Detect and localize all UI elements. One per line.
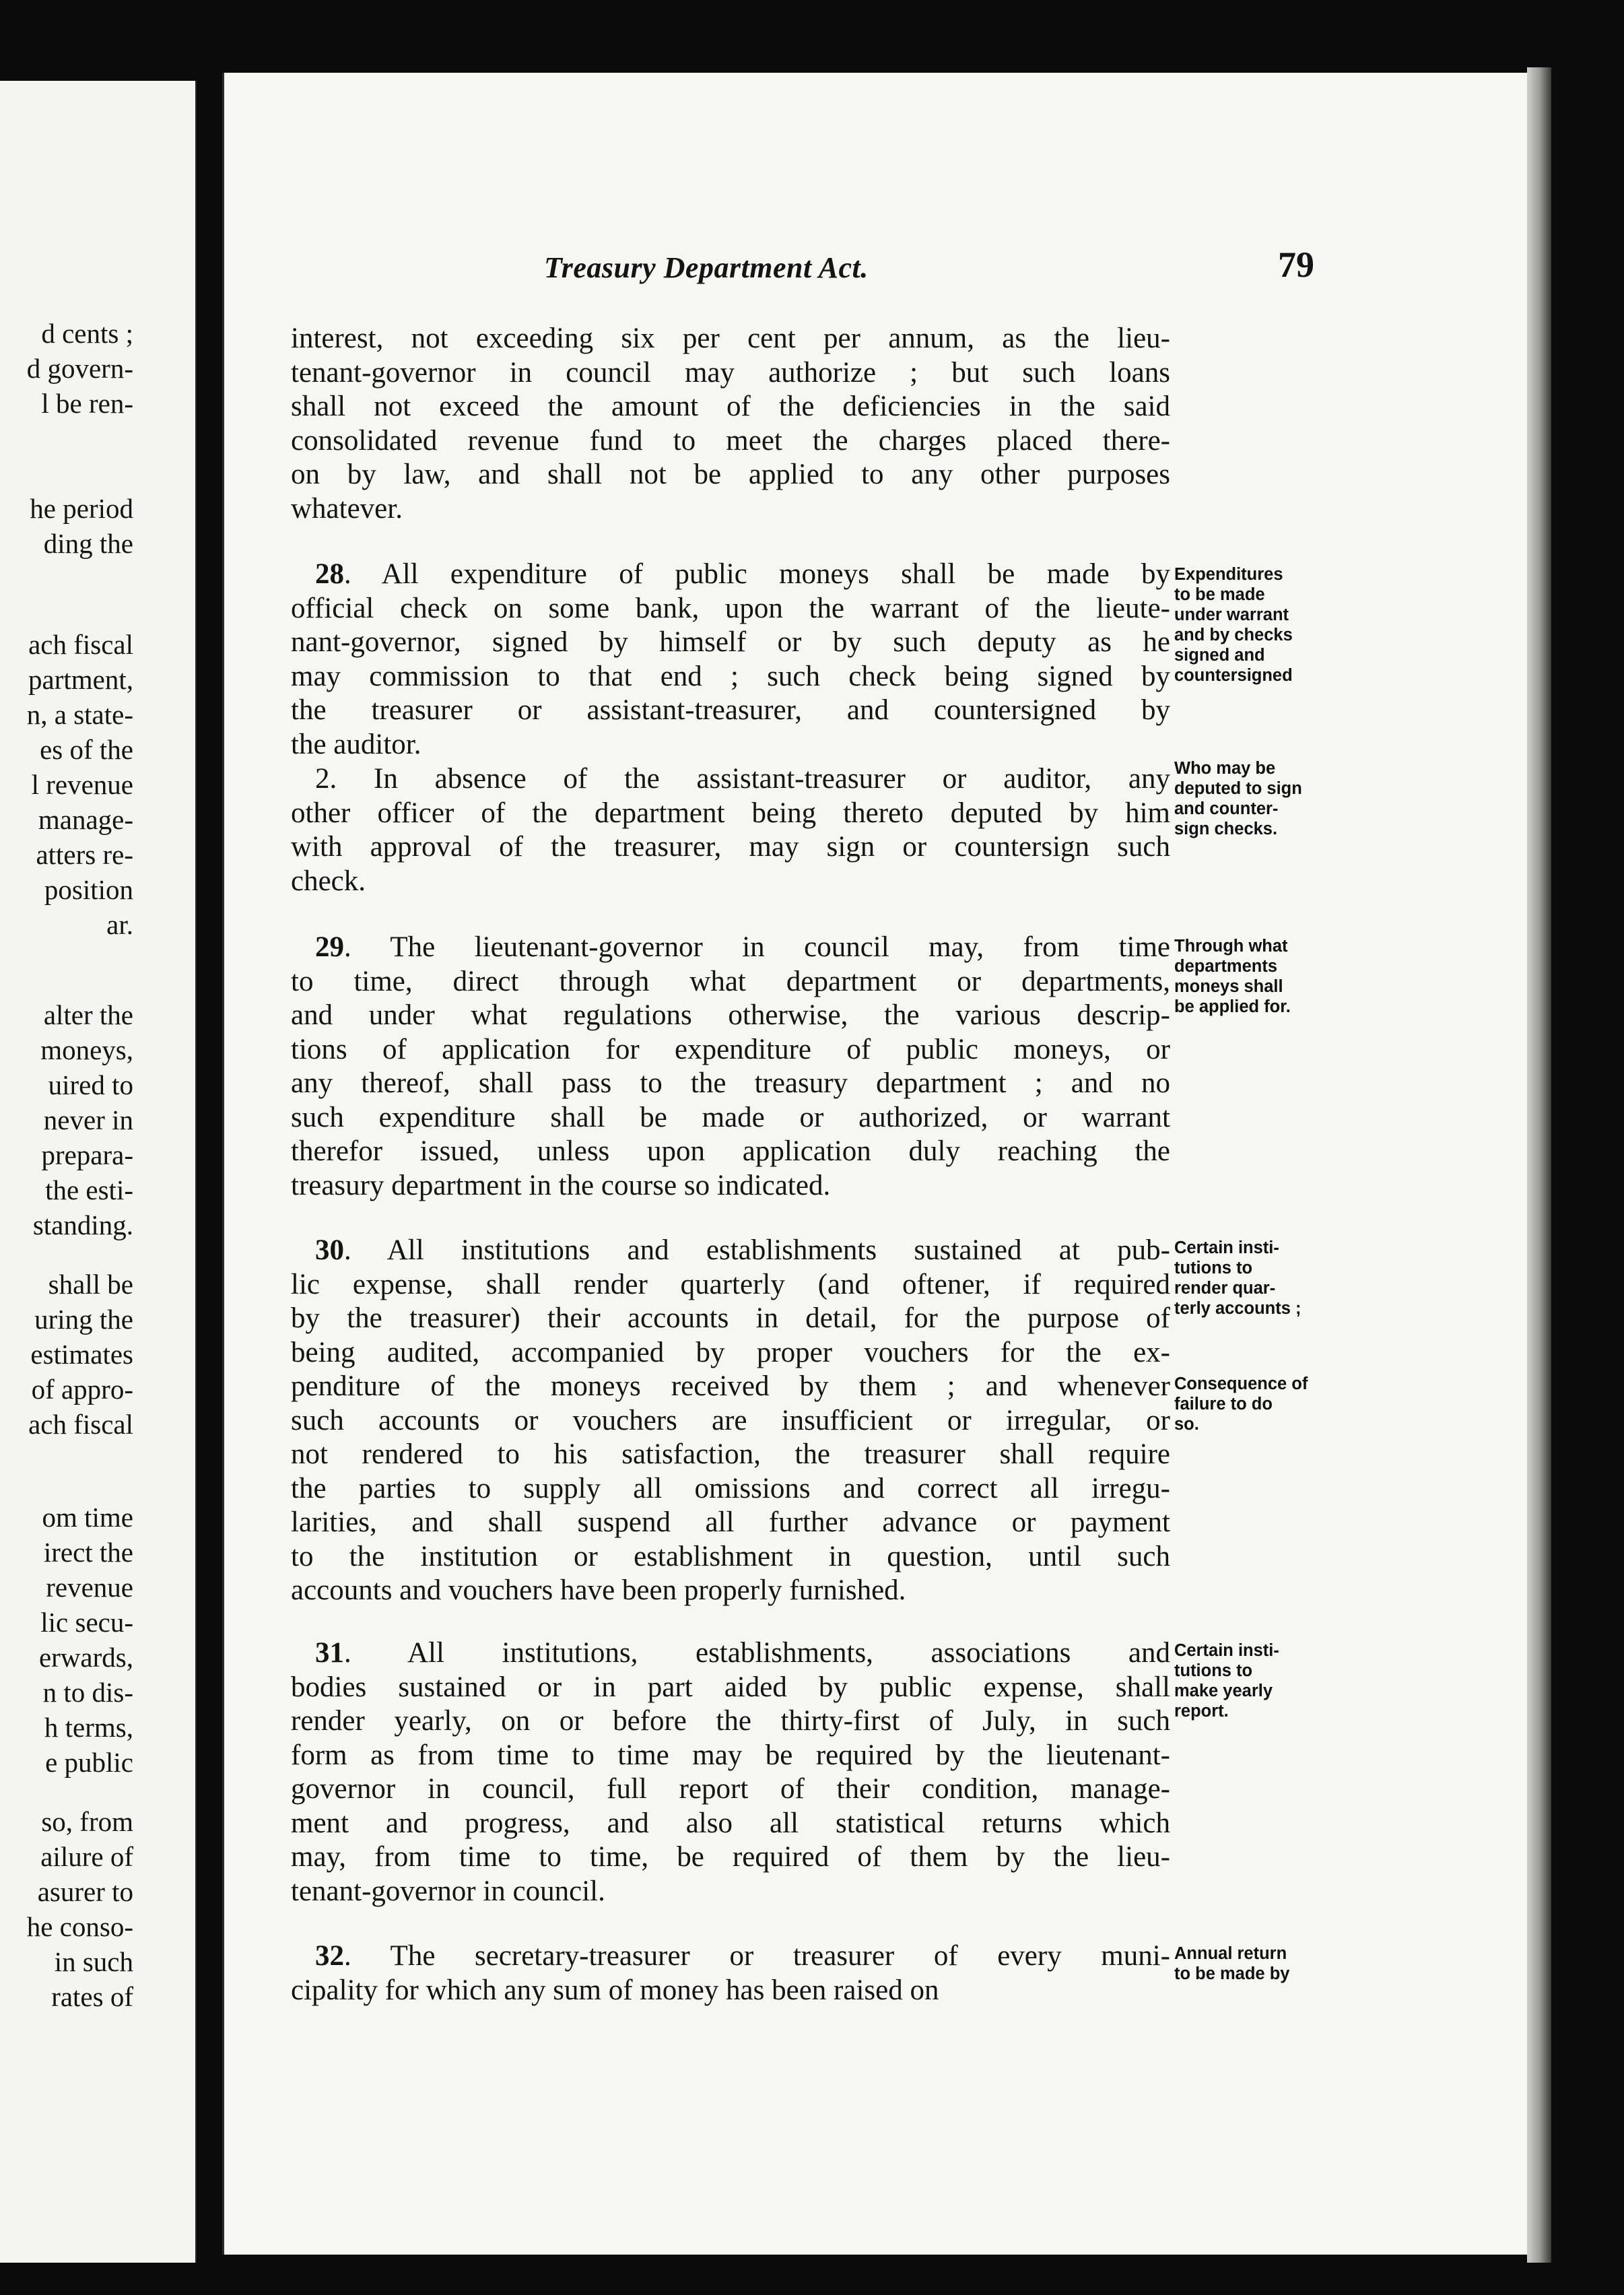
margin-note-line: report. [1174, 1702, 1229, 1721]
facing-page-line: of appro- [31, 1374, 133, 1405]
page-edge [1527, 67, 1551, 2263]
facing-page-line: ailure of [40, 1841, 133, 1872]
facing-page-line: estimates [30, 1339, 133, 1370]
text-line: form as from time to time may be required by the lieutenant- [291, 1739, 1170, 1771]
margin-note-line: and by checks [1174, 626, 1293, 644]
facing-page-line: in such [54, 1946, 133, 1977]
facing-page-line: the esti- [45, 1174, 133, 1205]
margin-note-line: to be made by [1174, 1964, 1290, 1983]
text-line: to time, direct through what department or departments, [291, 965, 1170, 997]
text-line: shall not exceed the amount of the deficiencies in the said [291, 391, 1170, 422]
facing-page-line: shall be [48, 1269, 133, 1300]
section-number: 31 [315, 1637, 344, 1669]
margin-note-line: sign checks. [1174, 820, 1278, 838]
facing-page-line: lic secu- [40, 1607, 133, 1638]
margin-note-consequence-of-failure [1174, 1374, 1336, 1434]
margin-note-line: tutions to [1174, 1661, 1253, 1680]
facing-page-line: partment, [28, 664, 133, 695]
margin-note-line: Certain insti- [1174, 1641, 1279, 1660]
facing-page-line: he conso- [26, 1911, 133, 1942]
facing-page-line: l revenue [31, 769, 133, 800]
text-line: being audited, accompanied by proper vouchers for the ex- [291, 1336, 1170, 1368]
margin-note-line: Annual return [1174, 1944, 1287, 1963]
running-head: Treasury Department Act. [544, 251, 869, 284]
facing-page-line: ding the [43, 528, 133, 559]
text-line: therefor issued, unless upon application duly reaching the [291, 1135, 1170, 1167]
text-line: with approval of the treasurer, may sign or countersign such [291, 831, 1170, 863]
facing-page-line: revenue [46, 1572, 133, 1603]
paragraph-continuation [291, 322, 1170, 526]
text-line-content: . All expenditure of public moneys shall be made by [344, 558, 1170, 590]
section-number: 30 [315, 1234, 344, 1266]
text-line: by the treasurer) their accounts in detail, for the purpose of [291, 1302, 1170, 1334]
facing-page-line: ar. [106, 909, 133, 940]
margin-note-line: terly accounts ; [1174, 1299, 1301, 1318]
margin-note-line: make yearly [1174, 1682, 1273, 1700]
text-line: consolidated revenue fund to meet the charges placed there- [291, 424, 1170, 457]
text-line: cipality for which any sum of money has been raised on [291, 1974, 939, 2006]
margin-note-line: Through what [1174, 937, 1288, 956]
text-line [291, 1234, 1170, 1268]
facing-page-line: n to dis- [42, 1677, 133, 1708]
facing-page-line: erwards, [38, 1642, 133, 1673]
facing-page-line: e public [45, 1747, 133, 1778]
facing-page-line: ach fiscal [28, 629, 133, 660]
text-line: nant-governor, signed by himself or by such deputy as he [291, 626, 1170, 658]
margin-note-who-may-sign [1174, 758, 1336, 839]
margin-note-line: Certain insti- [1174, 1238, 1279, 1257]
margin-note-line: Consequence of [1174, 1374, 1308, 1393]
facing-page-line: he period [30, 493, 133, 524]
margin-note-line: and counter- [1174, 799, 1279, 818]
facing-page-fragment [0, 81, 197, 2263]
facing-page-line: es of the [40, 734, 133, 765]
margin-note-line: Expenditures [1174, 565, 1283, 584]
facing-page-line: uring the [34, 1304, 133, 1335]
text-line-content: . The secretary-treasurer or treasurer of every muni- [344, 1940, 1170, 1972]
margin-note-line: departments [1174, 957, 1278, 976]
margin-note-through-what-departments [1174, 936, 1336, 1017]
margin-note-line: to be made [1174, 585, 1265, 604]
facing-page-line: d govern- [26, 353, 133, 384]
text-line: lic expense, shall render quarterly (and oftener, if required [291, 1268, 1170, 1300]
facing-page-line: d cents ; [41, 318, 133, 349]
facing-page-line: manage- [38, 804, 133, 835]
facing-page-line: prepara- [41, 1139, 133, 1170]
facing-page-line: om time [42, 1502, 133, 1533]
facing-page-line: alter the [43, 999, 133, 1030]
text-line: such expenditure shall be made or authorized, or warrant [291, 1101, 1170, 1133]
margin-note-line: countersigned [1174, 666, 1293, 685]
margin-note-line: moneys shall [1174, 977, 1283, 996]
margin-note-line: tutions to [1174, 1259, 1253, 1277]
text-line: larities, and shall suspend all further advance or payment [291, 1506, 1170, 1538]
page-number: 79 [1278, 244, 1314, 285]
text-line: official check on some bank, upon the warrant of the lieute- [291, 592, 1170, 624]
margin-note-expenditures [1174, 564, 1336, 686]
section-28 [291, 558, 1170, 762]
margin-note-annual-return [1174, 1943, 1336, 1984]
section-number: 32 [315, 1940, 344, 1972]
facing-page-line: ach fiscal [28, 1409, 133, 1440]
section-28-subsection-2 [291, 762, 1170, 898]
section-number: 29 [315, 931, 344, 963]
section-number: 28 [315, 558, 344, 590]
margin-note-line: signed and [1174, 646, 1265, 665]
text-line: tenant-governor in council. [291, 1875, 605, 1907]
text-line: check. [291, 865, 366, 897]
text-line: the treasurer or assistant-treasurer, and countersigned by [291, 694, 1170, 726]
text-line: accounts and vouchers have been properly furnished. [291, 1574, 906, 1606]
margin-note-line: deputed to sign [1174, 779, 1302, 798]
text-line [291, 1636, 1170, 1671]
facing-page-line: irect the [43, 1537, 133, 1568]
facing-page-line: standing. [32, 1209, 133, 1240]
margin-note-yearly-report [1174, 1640, 1336, 1721]
text-line [291, 558, 1170, 592]
text-line: the auditor. [291, 728, 421, 760]
section-32 [291, 1939, 1170, 2007]
text-line: may, from time to time, be required of them by the lieu- [291, 1841, 1170, 1873]
text-line: not rendered to his satisfaction, the treasurer shall require [291, 1438, 1170, 1470]
section-29 [291, 931, 1170, 1203]
margin-note-line: failure to do [1174, 1395, 1273, 1413]
text-line: on by law, and shall not be applied to any other purposes [291, 459, 1170, 490]
text-line [291, 931, 1170, 965]
text-line: render yearly, on or before the thirty-first of July, in such [291, 1705, 1170, 1737]
section-31 [291, 1636, 1170, 1908]
facing-page-line: rates of [51, 1981, 133, 2012]
facing-page-line: so, from [41, 1806, 133, 1837]
text-line: the parties to supply all omissions and correct all irregu- [291, 1472, 1170, 1504]
facing-page-line: moneys, [40, 1034, 133, 1065]
section-30 [291, 1234, 1170, 1608]
text-line: governor in council, full report of their condition, manage- [291, 1773, 1170, 1805]
text-line: other officer of the department being thereto deputed by him [291, 797, 1170, 829]
text-line: ment and progress, and also all statistical returns which [291, 1807, 1170, 1839]
text-line: such accounts or vouchers are insufficient or irregular, or [291, 1404, 1170, 1436]
facing-page-line: never in [43, 1104, 133, 1135]
facing-page-line: position [44, 874, 133, 905]
margin-note-line: so. [1174, 1415, 1199, 1434]
text-line: any thereof, shall pass to the treasury department ; and no [291, 1067, 1170, 1099]
text-line: tions of application for expenditure of public moneys, or [291, 1033, 1170, 1065]
text-line: tenant-governor in council may authorize ; but such loans [291, 356, 1170, 389]
facing-page-line: atters re- [36, 839, 133, 870]
text-line-content: . All institutions, establishments, associations and [344, 1637, 1170, 1669]
margin-note-line: under warrant [1174, 605, 1289, 624]
text-line: treasury department in the course so indicated. [291, 1169, 831, 1201]
text-line-content: . The lieutenant-governor in council may, from time [344, 931, 1170, 963]
facing-page-line: uired to [48, 1069, 133, 1100]
margin-note-line: Who may be [1174, 759, 1276, 778]
facing-page-line: l be ren- [41, 388, 133, 419]
margin-note-quarterly-accounts [1174, 1238, 1336, 1319]
text-line: interest, not exceeding six per cent per annum, as the lieu- [291, 323, 1170, 354]
margin-note-line: render quar- [1174, 1279, 1276, 1298]
text-line: and under what regulations otherwise, the various descrip- [291, 999, 1170, 1031]
text-line: may commission to that end ; such check being signed by [291, 660, 1170, 692]
text-line: whatever. [291, 492, 403, 525]
margin-note-line: be applied for. [1174, 997, 1291, 1016]
facing-page-line: asurer to [37, 1876, 133, 1907]
text-line [291, 1939, 1170, 1974]
facing-page-line: h terms, [44, 1712, 133, 1743]
text-line: bodies sustained or in part aided by public expense, shall [291, 1671, 1170, 1703]
text-line: to the institution or establishment in question, until such [291, 1540, 1170, 1572]
text-line-content: . All institutions and establishments sustained at pub- [344, 1234, 1170, 1266]
facing-page-line: n, a state- [26, 699, 133, 730]
text-line: penditure of the moneys received by them ; and whenever [291, 1370, 1170, 1402]
text-line: 2. In absence of the assistant-treasurer or auditor, any [315, 763, 1170, 795]
